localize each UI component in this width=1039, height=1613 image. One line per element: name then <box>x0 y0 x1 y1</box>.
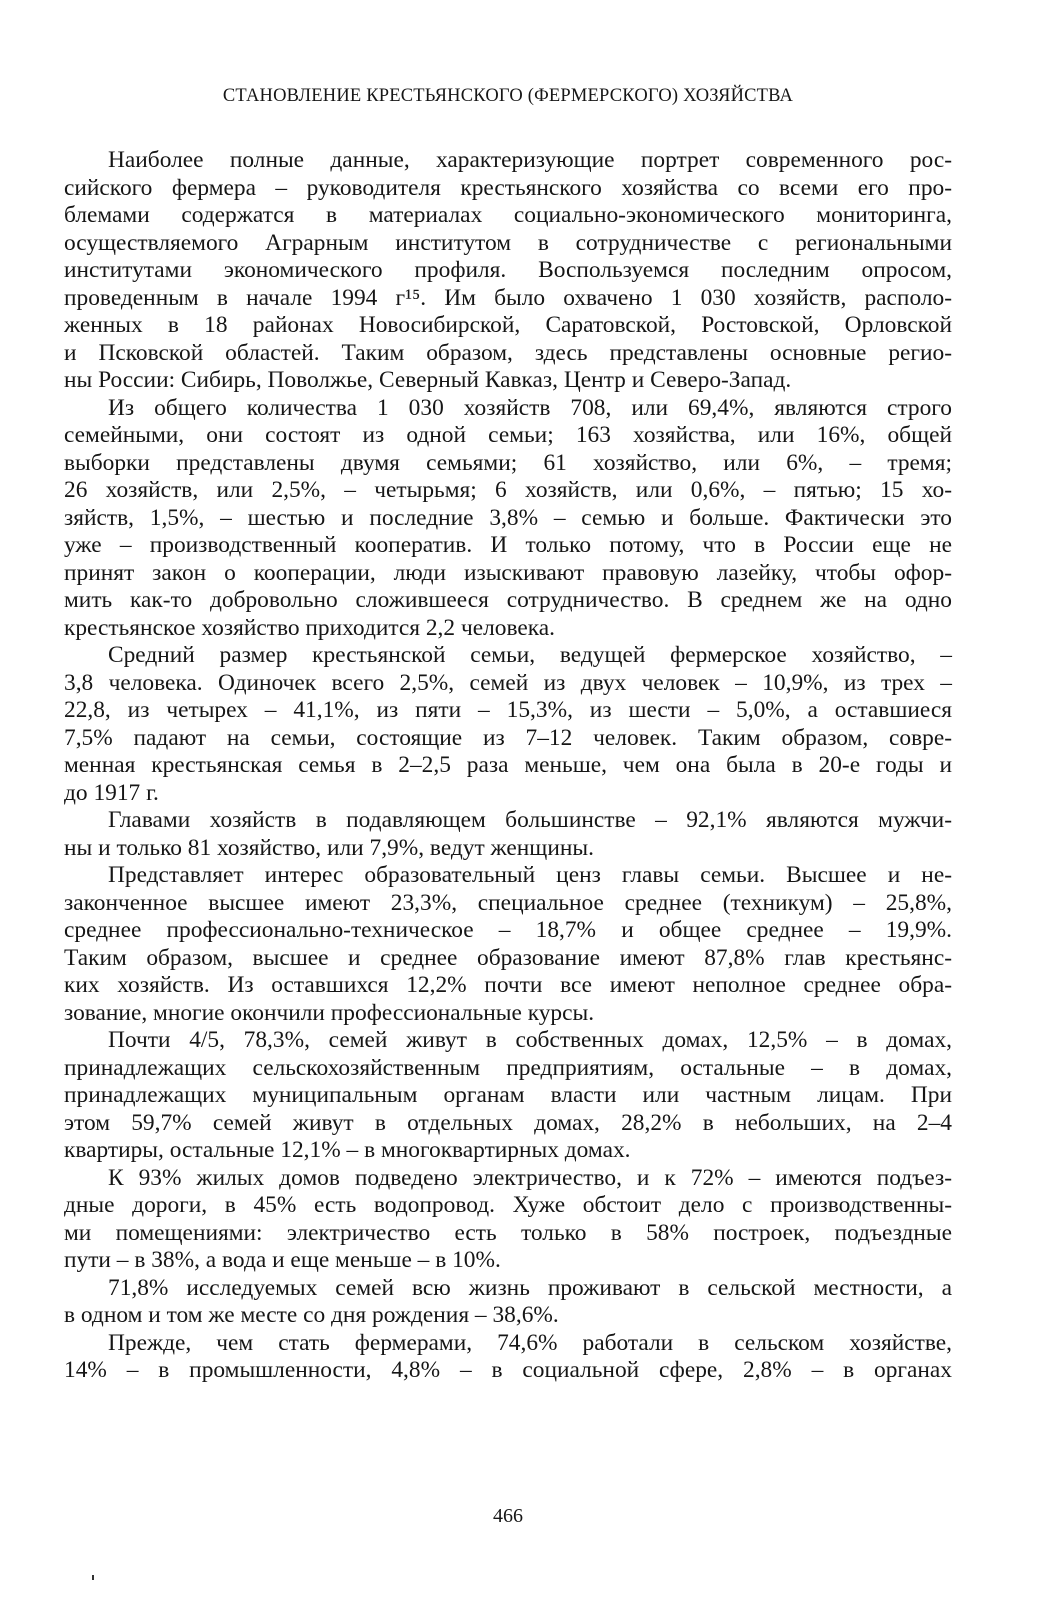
book-page <box>64 0 952 1613</box>
text-line: менная крестьянская семья в 2–2,5 раза меньше, чем она была в 20-е годы и <box>64 752 952 778</box>
text-line: блемами содержатся в материалах социально-экономического мониторинга, <box>64 202 952 228</box>
paragraph <box>64 395 952 643</box>
text-line: зование, многие окончили профессиональные курсы. <box>64 999 595 1026</box>
text-line: Представляет интерес образовательный ценз главы семьи. Высшее и не- <box>108 862 952 888</box>
text-line: К 93% жилых домов подведено электричество, и к 72% – имеются подъез- <box>108 1164 952 1191</box>
text-line: принят закон о кооперации, люди изыскивают правовую лазейку, чтобы офор- <box>64 559 952 586</box>
text-line: Главами хозяйств в подавляющем большинстве – 92,1% являются мужчи- <box>108 807 952 833</box>
text-line: ких хозяйств. Из оставшихся 12,2% почти все имеют неполное среднее обра- <box>64 972 952 998</box>
text-line: ми помещениями: электричество есть только в 58% построек, подъездные <box>64 1219 952 1246</box>
text-line: среднее профессионально-техническое – 18,7% и общее среднее – 19,9%. <box>64 917 952 943</box>
text-line: Прежде, чем стать фермерами, 74,6% работали в сельском хозяйстве, <box>108 1329 952 1356</box>
text-line: зяйств, 1,5%, – шестью и последние 3,8% – семью и больше. Фактически это <box>64 504 952 531</box>
text-line: и Псковской областей. Таким образом, здесь представлены основные регио- <box>64 339 952 366</box>
text-line: этом 59,7% семей живут в отдельных домах, 28,2% в небольших, на 2–4 <box>64 1109 952 1136</box>
text-line: Наиболее полные данные, характеризующие портрет современного рос- <box>108 147 952 173</box>
text-line: крестьянское хозяйство приходится 2,2 человека. <box>64 614 555 641</box>
paragraph <box>64 1165 952 1275</box>
text-line: Из общего количества 1 030 хозяйств 708, или 69,4%, являются строго <box>108 394 952 421</box>
text-line: мить как-то добровольно сложившееся сотрудничество. В среднем же на одно <box>64 587 952 613</box>
text-line: Таким образом, высшее и среднее образование имеют 87,8% глав крестьянс- <box>64 944 952 971</box>
text-line: институтами экономического профиля. Воспользуемся последним опросом, <box>64 257 952 283</box>
page-number: 466 <box>493 1505 523 1527</box>
scan-speck <box>92 1575 94 1580</box>
text-line: проведенным в начале 1994 г¹⁵. Им было охвачено 1 030 хозяйств, располо- <box>64 284 952 311</box>
text-line: 26 хозяйств, или 2,5%, – четырьмя; 6 хозяйств, или 0,6%, – пятью; 15 хо- <box>64 477 952 503</box>
text-line: дные дороги, в 45% есть водопровод. Хуже обстоит дело с производственны- <box>64 1192 952 1218</box>
paragraph <box>64 1330 952 1385</box>
text-line: семейными, они состоят из одной семьи; 163 хозяйства, или 16%, общей <box>64 422 952 448</box>
text-line: 3,8 человека. Одиночек всего 2,5%, семей из двух человек – 10,9%, из трех – <box>64 669 952 696</box>
text-line: сийского фермера – руководителя крестьянского хозяйства со всеми его про- <box>64 174 952 201</box>
text-line: осуществляемого Аграрным институтом в сотрудничестве с региональными <box>64 229 952 256</box>
text-line: ны России: Сибирь, Поволжье, Северный Кавказ, Центр и Северо-Запад. <box>64 367 792 393</box>
text-line: Почти 4/5, 78,3%, семей живут в собственных домах, 12,5% – в домах, <box>108 1027 952 1053</box>
text-line: выборки представлены двумя семьями; 61 хозяйство, или 6%, – тремя; <box>64 449 952 476</box>
text-line: 14% – в промышленности, 4,8% – в социальной сфере, 2,8% – в органах <box>64 1357 952 1383</box>
text-line: принадлежащих муниципальным органам власти или частным лицам. При <box>64 1082 952 1108</box>
text-line: ны и только 81 хозяйство, или 7,9%, ведут женщины. <box>64 834 594 861</box>
text-line: уже – производственный кооператив. И только потому, что в России еще не <box>64 532 952 558</box>
paragraph <box>64 642 952 807</box>
paragraph <box>64 1027 952 1165</box>
text-line: 71,8% исследуемых семей всю жизнь проживают в сельской местности, а <box>108 1274 952 1301</box>
text-line: принадлежащих сельскохозяйственным предприятиям, остальные – в домах, <box>64 1054 952 1081</box>
running-head: СТАНОВЛЕНИЕ КРЕСТЬЯНСКОГО (ФЕРМЕРСКОГО) ХОЗЯЙСТВА <box>222 86 794 106</box>
text-line: в одном и том же месте со дня рождения – 38,6%. <box>64 1302 559 1328</box>
text-line: до 1917 г. <box>64 779 159 806</box>
text-line: квартиры, остальные 12,1% – в многоквартирных домах. <box>64 1137 631 1163</box>
paragraph <box>64 1275 952 1330</box>
body-text <box>64 147 952 1385</box>
text-line: 22,8, из четырех – 41,1%, из пяти – 15,3%, из шести – 5,0%, а оставшиеся <box>64 697 952 723</box>
text-line: женных в 18 районах Новосибирской, Саратовской, Ростовской, Орловской <box>64 312 952 338</box>
text-line: Средний размер крестьянской семьи, ведущей фермерское хозяйство, – <box>108 642 952 668</box>
text-line: пути – в 38%, а вода и еще меньше – в 10%. <box>64 1247 501 1273</box>
text-line: законченное высшее имеют 23,3%, специальное среднее (техникум) – 25,8%, <box>64 889 952 916</box>
paragraph <box>64 862 952 1027</box>
paragraph <box>64 147 952 395</box>
text-line: 7,5% падают на семьи, состоящие из 7–12 человек. Таким образом, совре- <box>64 724 952 751</box>
paragraph <box>64 807 952 862</box>
